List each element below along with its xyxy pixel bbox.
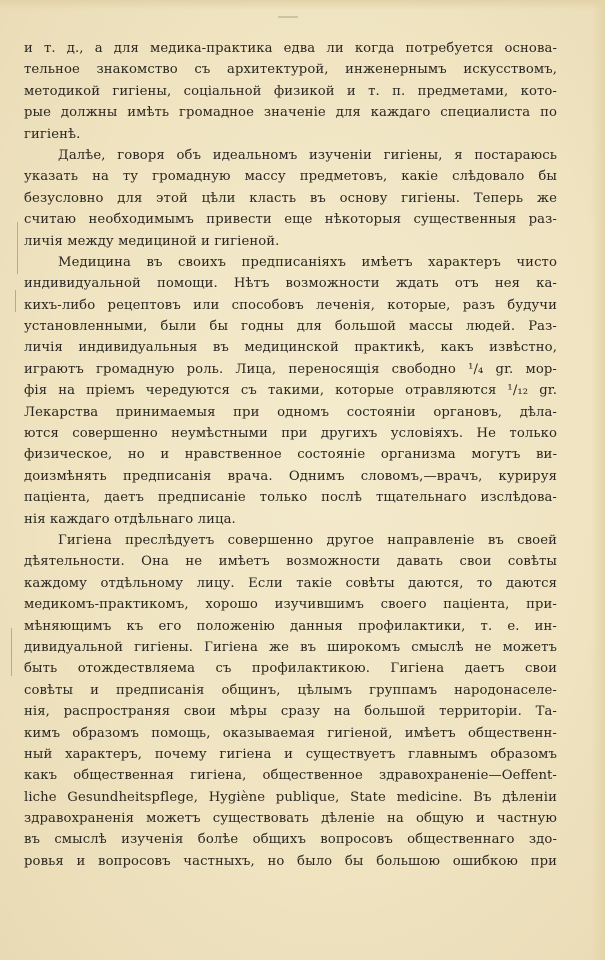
text-line: индивидуальной помощи. Нѣтъ возможности ждать отъ нея ка- [24, 276, 557, 292]
text-line: совѣты и предписанія общинъ, цѣлымъ группамъ народонаселе- [24, 682, 557, 698]
text-line: быть отождествляема съ профилактикою. Гигіена даетъ свои [24, 661, 557, 677]
text-line: указать на ту громадную массу предметовъ, какіе слѣдовало бы [24, 169, 557, 185]
text-line: Медицина въ своихъ предписаніяхъ имѣетъ характеръ чисто [58, 254, 557, 270]
text-line: liche Gesundheitspflege, Hygiène publique, State medicine. Въ дѣленіи [24, 789, 557, 805]
text-line: Далѣе, говоря объ идеальномъ изученіи гигіены, я постараюсь [58, 147, 557, 163]
text-line: гигіенѣ. [24, 126, 81, 142]
text-line: дѣятельности. Она не имѣетъ возможности давать свои совѣты [24, 554, 557, 570]
text-line: личія между медициной и гигіеной. [24, 233, 280, 249]
margin-pencil-mark [17, 222, 18, 274]
text-line: какъ общественная гигіена, общественное здравохраненіе—Oeffent- [24, 768, 557, 784]
text-line: нія, распространяя свои мѣры сразу на большой территоріи. Та- [24, 704, 557, 720]
text-line: паціента, даетъ предписаніе только послѣ тщательнаго изслѣдова- [24, 490, 557, 506]
text-line: физическое, но и нравственное состояніе организма могутъ ви- [24, 447, 557, 463]
text-line: ются совершенно неумѣстными при другихъ условіяхъ. Не только [24, 426, 557, 442]
text-line: въ смыслѣ изученія болѣе общихъ вопросовъ общественнаго здо- [24, 832, 557, 848]
text-line: фія на пріемъ чередуются съ такими, которые отравляются ¹/₁₂ gr. [24, 383, 557, 399]
text-line: нія каждаго отдѣльнаго лица. [24, 511, 236, 527]
text-line: ный характеръ, почему гигіена и существуетъ главнымъ образомъ [24, 746, 557, 762]
text-line: тельное знакомство съ архитектурой, инженернымъ искусствомъ, [24, 62, 557, 78]
text-line: мѣняющимъ къ его положенію данныя профилактики, т. е. ин- [24, 618, 557, 634]
text-line: играютъ громадную роль. Лица, переносящія свободно ¹/₄ gr. мор- [24, 361, 557, 377]
text-line: здравохраненія можетъ существовать дѣленіе на общую и частную [24, 811, 557, 827]
text-line: доизмѣнять предписанія врача. Однимъ словомъ,—врачъ, курируя [24, 468, 557, 484]
text-line: дивидуальной гигіены. Гигіена же въ широкомъ смыслѣ не можетъ [24, 639, 557, 655]
text-line: рые должны имѣть громадное значеніе для каждаго специалиста по [24, 105, 557, 121]
text-line: Лекарства принимаемыя при одномъ состояніи органовъ, дѣла- [24, 404, 557, 420]
text-line: медикомъ-практикомъ, хорошо изучившимъ своего паціента, при- [24, 597, 557, 613]
text-line: каждому отдѣльному лицу. Если такіе совѣты даются, то даются [24, 575, 557, 591]
text-line: считаю необходимымъ привести еще нѣкоторыя существенныя раз- [24, 212, 557, 228]
text-line: безусловно для этой цѣли класть въ основу гигіены. Теперь же [24, 190, 557, 206]
text-line: личія индивидуальныя въ медицинской практикѣ, какъ извѣстно, [24, 340, 557, 356]
text-line: методикой гигіены, соціальной физикой и т. п. предметами, кото- [24, 83, 557, 99]
margin-pencil-mark [15, 290, 16, 312]
body-text [24, 38, 557, 872]
text-line: кихъ-либо рецептовъ или способовъ леченія, которые, разъ будучи [24, 297, 557, 313]
margin-pencil-mark [11, 628, 12, 676]
text-line: и т. д., а для медика-практика едва ли когда потребуется основа- [24, 41, 557, 56]
text-line: кимъ образомъ помощь, оказываемая гигіеной, имѣетъ общественн- [24, 725, 557, 741]
page-header-rule [278, 16, 298, 18]
text-line: установленными, были бы годны для большой массы людей. Раз- [24, 319, 557, 335]
text-line: ровья и вопросовъ частныхъ, но было бы большою ошибкою при [24, 853, 557, 869]
text-line: Гигіена преслѣдуетъ совершенно другое направленіе въ своей [58, 532, 557, 548]
